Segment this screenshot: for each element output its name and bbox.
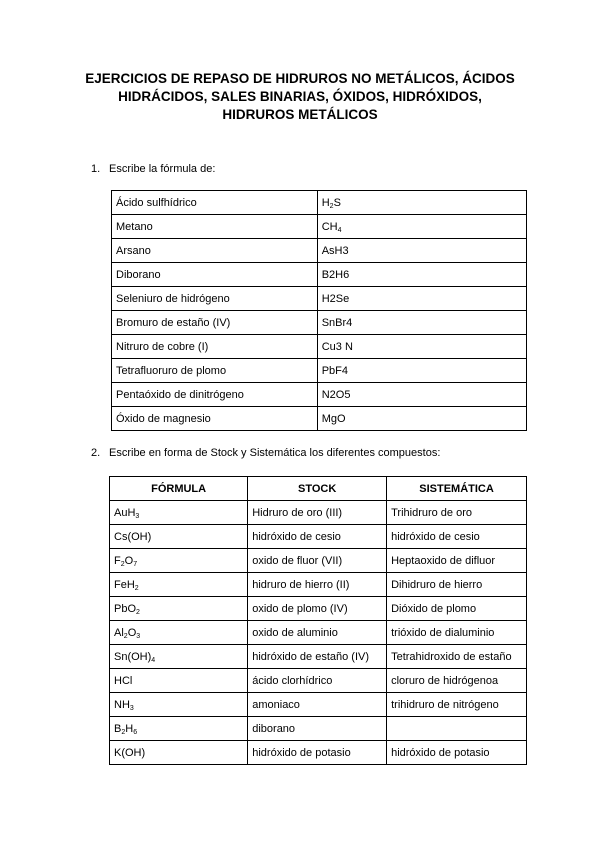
- sistematica-cell: trióxido de dialuminio: [387, 621, 527, 645]
- table-row: [112, 359, 527, 383]
- sistematica-cell: Heptaoxido de difluor: [387, 549, 527, 573]
- sistematica-cell: trihidruro de nitrógeno: [387, 693, 527, 717]
- stock-cell: oxido de plomo (IV): [248, 597, 387, 621]
- formula-cell: FeH$_2$: [110, 573, 248, 597]
- stock-cell: ácido clorhídrico: [248, 669, 387, 693]
- formula-cell: HCl: [110, 669, 248, 693]
- table-row: [110, 693, 527, 717]
- stock-cell: oxido de aluminio: [248, 621, 387, 645]
- formula-cell: MgO: [317, 407, 526, 431]
- formula-cell: $Sn(OH)_4$: [110, 645, 248, 669]
- compound-name-cell: Óxido de magnesio: [112, 407, 318, 431]
- header-formula: FÓRMULA: [110, 477, 248, 501]
- stock-cell: Hidruro de oro (III): [248, 501, 387, 525]
- formula-cell: AsH3: [317, 239, 526, 263]
- title-line-3: HIDRUROS METÁLICOS: [222, 107, 378, 122]
- compound-name-cell: Ácido sulfhídrico: [112, 191, 318, 215]
- formula-cell: Cs(OH): [110, 525, 248, 549]
- question-1: [91, 163, 215, 175]
- compound-name-cell: Bromuro de estaño (IV): [112, 311, 318, 335]
- stock-cell: diborano: [248, 717, 387, 741]
- nomenclature-table: [109, 476, 527, 765]
- question-1-number: 1.: [91, 163, 101, 175]
- formula-table: [111, 190, 527, 431]
- table-row: [110, 525, 527, 549]
- stock-cell: amoniaco: [248, 693, 387, 717]
- sistematica-cell: [387, 717, 527, 741]
- formula-cell: K(OH): [110, 741, 248, 765]
- header-row: [110, 477, 527, 501]
- formula-cell: PbF4: [317, 359, 526, 383]
- formula-cell: $H_2S$: [317, 191, 526, 215]
- sistematica-cell: hidróxido de potasio: [387, 741, 527, 765]
- document-title: [40, 70, 560, 124]
- table-row: [112, 263, 527, 287]
- table-row: [112, 287, 527, 311]
- table-row: [112, 383, 527, 407]
- formula-cell: H2Se: [317, 287, 526, 311]
- compound-name-cell: Tetrafluoruro de plomo: [112, 359, 318, 383]
- stock-cell: hidróxido de potasio: [248, 741, 387, 765]
- formula-cell: AuH$_3$: [110, 501, 248, 525]
- table-row: [110, 621, 527, 645]
- sistematica-cell: cloruro de hidrógenoa: [387, 669, 527, 693]
- formula-cell: $B_2H_6$: [110, 717, 248, 741]
- compound-name-cell: Pentaóxido de dinitrógeno: [112, 383, 318, 407]
- compound-name-cell: Nitruro de cobre (I): [112, 335, 318, 359]
- table-row: [110, 645, 527, 669]
- title-line-2: HIDRÁCIDOS, SALES BINARIAS, ÓXIDOS, HIDRÓXIDOS,: [118, 89, 482, 104]
- stock-cell: hidruro de hierro (II): [248, 573, 387, 597]
- formula-cell: PbO$_2$: [110, 597, 248, 621]
- formula-cell: B2H6: [317, 263, 526, 287]
- table-row: [112, 191, 527, 215]
- question-2-text: Escribe en forma de Stock y Sistemática los diferentes compuestos:: [109, 447, 441, 459]
- table-row: [112, 239, 527, 263]
- sistematica-cell: Trihidruro de oro: [387, 501, 527, 525]
- compound-name-cell: Metano: [112, 215, 318, 239]
- sistematica-cell: Dióxido de plomo: [387, 597, 527, 621]
- formula-cell: $NH_3$: [110, 693, 248, 717]
- sistematica-cell: Tetrahidroxido de estaño: [387, 645, 527, 669]
- table-row: [110, 501, 527, 525]
- formula-cell: N2O5: [317, 383, 526, 407]
- table-row: [110, 549, 527, 573]
- compound-name-cell: Diborano: [112, 263, 318, 287]
- formula-cell: Cu3 N: [317, 335, 526, 359]
- table-row: [110, 597, 527, 621]
- stock-cell: hidróxido de cesio: [248, 525, 387, 549]
- formula-cell: SnBr4: [317, 311, 526, 335]
- table-row: [110, 741, 527, 765]
- compound-name-cell: Seleniuro de hidrógeno: [112, 287, 318, 311]
- question-2-number: 2.: [91, 447, 101, 459]
- question-2: [91, 447, 440, 459]
- table-row: [112, 215, 527, 239]
- header-sistematica: SISTEMÁTICA: [387, 477, 527, 501]
- table-row: [112, 311, 527, 335]
- question-1-text: Escribe la fórmula de:: [109, 163, 216, 175]
- sistematica-cell: hidróxido de cesio: [387, 525, 527, 549]
- formula-cell: $F_2O_7$: [110, 549, 248, 573]
- stock-cell: hidróxido de estaño (IV): [248, 645, 387, 669]
- stock-cell: oxido de fluor (VII): [248, 549, 387, 573]
- sistematica-cell: Dihidruro de hierro: [387, 573, 527, 597]
- table-row: [112, 407, 527, 431]
- formula-cell: $CH_4$: [317, 215, 526, 239]
- table-row: [110, 717, 527, 741]
- table-row: [110, 669, 527, 693]
- compound-name-cell: Arsano: [112, 239, 318, 263]
- title-line-1: EJERCICIOS DE REPASO DE HIDRUROS NO METÁLICOS, ÁCIDOS: [85, 71, 515, 86]
- table-row: [112, 335, 527, 359]
- header-stock: STOCK: [248, 477, 387, 501]
- formula-cell: $Al_2O_3$: [110, 621, 248, 645]
- table-row: [110, 573, 527, 597]
